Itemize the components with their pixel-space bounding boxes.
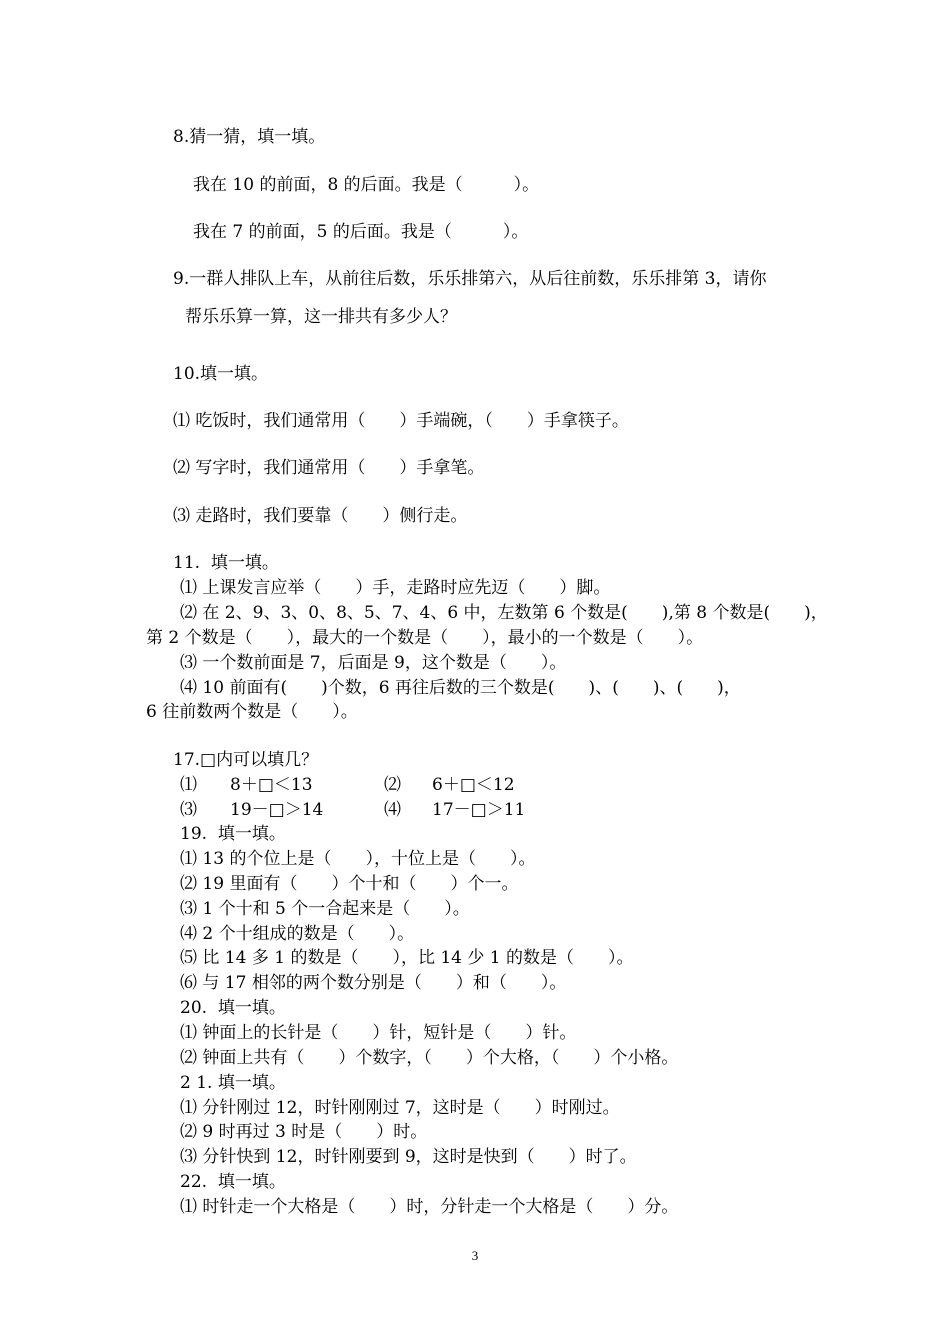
q11-line-1: ⑴ 上课发言应举（ ）手，走路时应先迈（ ）脚。 [180,578,611,598]
q19-item-2: ⑵ 19 里面有（ ）个十和（ ）个一。 [180,874,519,894]
q19-title: 19. 填一填。 [180,824,286,844]
q21-item-3: ⑶ 分针快到 12，时针刚要到 9，这时是快到（ ）时了。 [180,1147,637,1167]
q10-item-1: ⑴ 吃饭时，我们通常用（ ）手端碗，（ ）手拿筷子。 [173,411,629,431]
q20-item-2: ⑵ 钟面上共有（ ）个数字，（ ）个大格，（ ）个小格。 [180,1048,679,1068]
q21-title: 2 1. 填一填。 [180,1073,286,1093]
q10-item-3: ⑶ 走路时，我们要靠（ ）侧行走。 [173,506,468,526]
q20-title: 20. 填一填。 [180,998,286,1018]
q11-line-4: ⑶ 一个数前面是 7，后面是 9，这个数是（ ）。 [180,653,567,673]
q17-item-2-num: ⑵ [384,775,401,795]
q17-item-1-expr: 8＋□＜13 [230,775,313,795]
q8-line-1: 我在 10 的前面，8 的后面。我是（ ）。 [193,175,540,195]
q17-item-4-expr: 17－□＞11 [432,800,526,820]
q17-item-1-num: ⑴ [180,775,197,795]
q11-line-5: ⑷ 10 前面有( )个数，6 再往后数的三个数是( )、( )、( )， [180,678,741,698]
q22-title: 22. 填一填。 [180,1172,286,1192]
q9-line-2: 帮乐乐算一算，这一排共有多少人？ [185,307,457,327]
q17-item-4-num: ⑷ [384,800,401,820]
page-number: 3 [471,1248,479,1263]
q17-item-3-num: ⑶ [180,800,197,820]
q17-item-3-expr: 19－□＞14 [230,800,324,820]
q21-item-1: ⑴ 分针刚过 12，时针刚刚过 7，这时是（ ）时刚过。 [180,1098,620,1118]
q10-title: 10.填一填。 [173,364,269,384]
q19-item-1: ⑴ 13 的个位上是（ ），十位上是（ ）。 [180,849,536,869]
q10-item-2: ⑵ 写字时，我们通常用（ ）手拿笔。 [173,458,485,478]
q17-title: 17.□内可以填几？ [173,750,319,770]
q8-title: 8.猜一猜，填一填。 [173,127,326,147]
q9-line-1: 9.一群人排队上车，从前往后数，乐乐排第六，从后往前数，乐乐排第 3，请你 [173,269,767,289]
q11-line-3: 第 2 个数是（ ），最大的一个数是（ ），最小的一个数是（ ）。 [146,628,704,648]
q11-line-6: 6 往前数两个数是（ ）。 [146,702,358,722]
q22-item-1: ⑴ 时针走一个大格是（ ）时，分针走一个大格是（ ）分。 [180,1197,679,1217]
q8-line-2: 我在 7 的前面，5 的后面。我是（ ）。 [193,222,529,242]
q20-item-1: ⑴ 钟面上的长针是（ ）针，短针是（ ）针。 [180,1023,577,1043]
q11-line-2: ⑵ 在 2、9、3、0、8、5、7、4、6 中，左数第 6 个数是( ),第 8 个数是( )， [180,603,828,623]
q17-item-2-expr: 6＋□＜12 [432,775,515,795]
q19-item-5: ⑸ 比 14 多 1 的数是（ ），比 14 少 1 的数是（ ）。 [180,948,634,968]
q19-item-6: ⑹ 与 17 相邻的两个数分别是（ ）和（ ）。 [180,973,567,993]
q19-item-3: ⑶ 1 个十和 5 个一合起来是（ ）。 [180,899,470,919]
q11-title: 11. 填一填。 [173,553,279,573]
q19-item-4: ⑷ 2 个十组成的数是（ ）。 [180,924,415,944]
q21-item-2: ⑵ 9 时再过 3 时是（ ）时。 [180,1122,428,1142]
